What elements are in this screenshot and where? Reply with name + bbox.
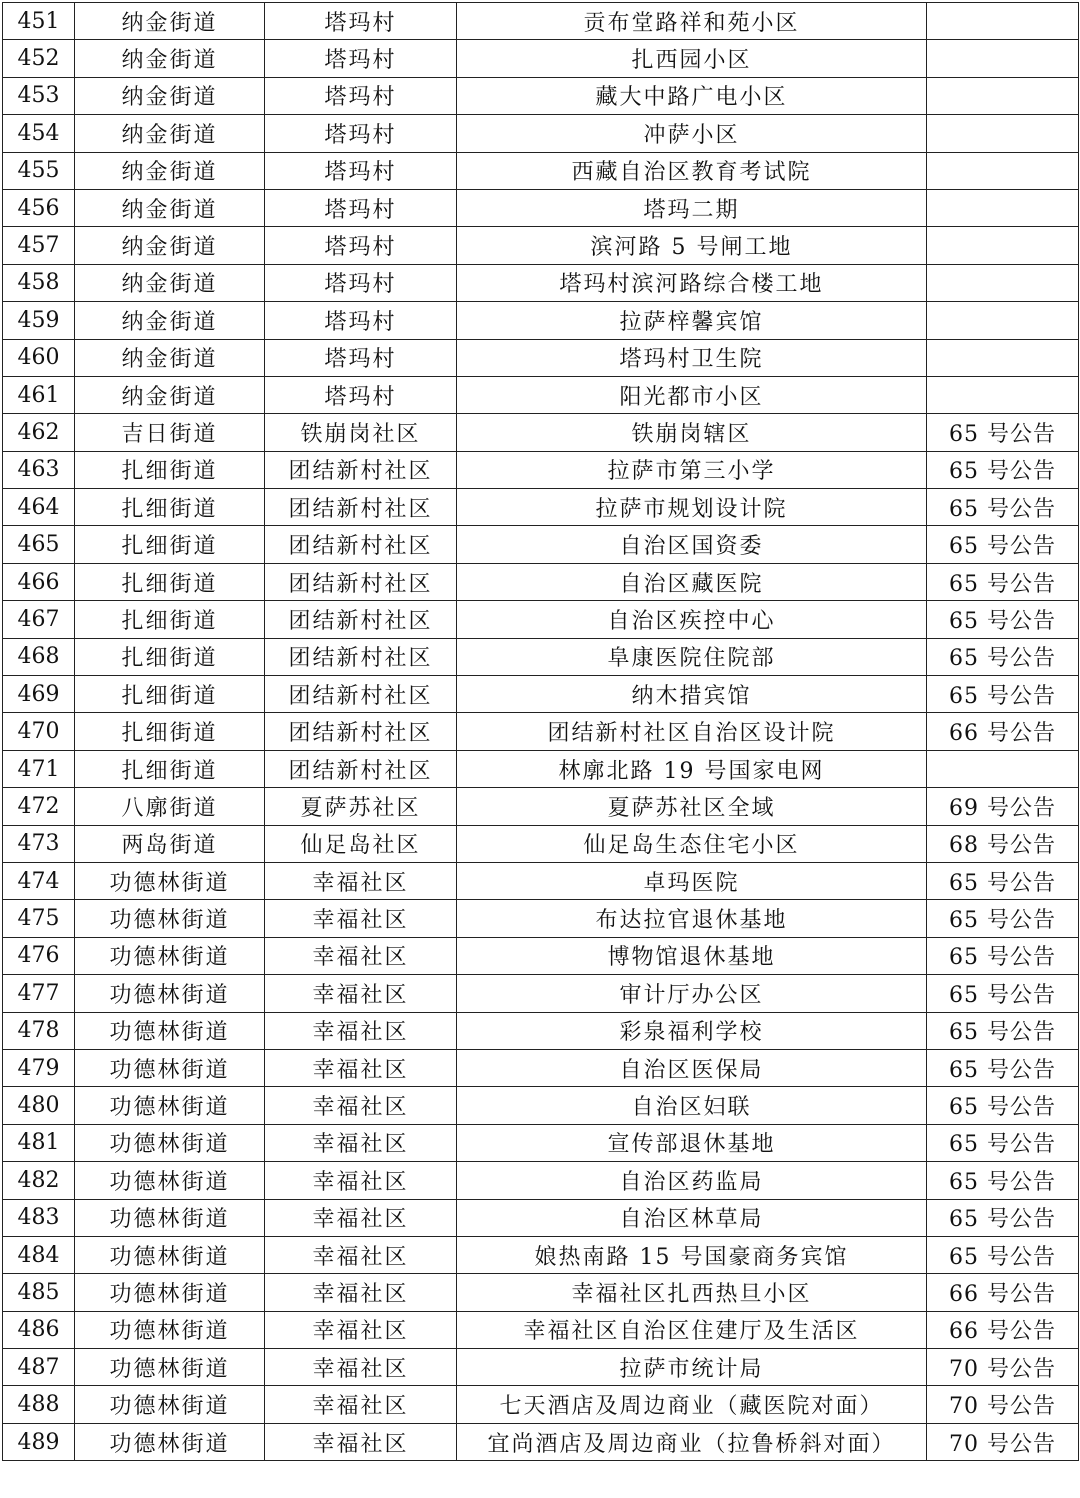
community-cell: 幸福社区 [265, 862, 457, 899]
community-cell: 团结新村社区 [265, 750, 457, 787]
notice-cell [927, 115, 1079, 152]
row-number-cell: 473 [3, 825, 75, 862]
table-row [3, 638, 1079, 675]
community-cell: 塔玛村 [265, 115, 457, 152]
notice-cell: 65 号公告 [927, 601, 1079, 638]
table-row [3, 1311, 1079, 1348]
location-cell: 阜康医院住院部 [457, 638, 927, 675]
row-number-cell: 485 [3, 1274, 75, 1311]
street-cell: 功德林街道 [75, 1274, 265, 1311]
notice-cell [927, 152, 1079, 189]
community-cell: 幸福社区 [265, 900, 457, 937]
street-cell: 扎细街道 [75, 563, 265, 600]
street-cell: 纳金街道 [75, 302, 265, 339]
location-cell: 布达拉官退休基地 [457, 900, 927, 937]
table-row [3, 713, 1079, 750]
table-row [3, 1199, 1079, 1236]
community-cell: 铁崩岗社区 [265, 414, 457, 451]
street-cell: 功德林街道 [75, 900, 265, 937]
row-number-cell: 463 [3, 451, 75, 488]
table-row [3, 3, 1079, 40]
street-cell: 扎细街道 [75, 489, 265, 526]
row-number-cell: 465 [3, 526, 75, 563]
location-cell: 审计厅办公区 [457, 975, 927, 1012]
location-cell: 藏大中路广电小区 [457, 77, 927, 114]
community-cell: 夏萨苏社区 [265, 788, 457, 825]
row-number-cell: 477 [3, 975, 75, 1012]
row-number-cell: 464 [3, 489, 75, 526]
table-row [3, 264, 1079, 301]
notice-cell: 65 号公告 [927, 1012, 1079, 1049]
table-row [3, 77, 1079, 114]
street-cell: 功德林街道 [75, 1236, 265, 1273]
street-cell: 纳金街道 [75, 115, 265, 152]
notice-cell: 65 号公告 [927, 563, 1079, 600]
location-cell: 林廓北路 19 号国家电网 [457, 750, 927, 787]
table-row [3, 1162, 1079, 1199]
row-number-cell: 466 [3, 563, 75, 600]
community-cell: 仙足岛社区 [265, 825, 457, 862]
table-row [3, 451, 1079, 488]
street-cell: 纳金街道 [75, 40, 265, 77]
notice-cell: 65 号公告 [927, 1124, 1079, 1161]
community-cell: 塔玛村 [265, 3, 457, 40]
location-cell: 夏萨苏社区全域 [457, 788, 927, 825]
notice-cell [927, 40, 1079, 77]
location-cell: 自治区疾控中心 [457, 601, 927, 638]
street-cell: 扎细街道 [75, 713, 265, 750]
location-cell: 塔玛村卫生院 [457, 339, 927, 376]
street-cell: 功德林街道 [75, 975, 265, 1012]
row-number-cell: 462 [3, 414, 75, 451]
table-row [3, 900, 1079, 937]
street-cell: 功德林街道 [75, 1162, 265, 1199]
notice-cell [927, 227, 1079, 264]
notice-cell: 65 号公告 [927, 900, 1079, 937]
notice-cell: 65 号公告 [927, 1236, 1079, 1273]
location-cell: 自治区林草局 [457, 1199, 927, 1236]
community-cell: 塔玛村 [265, 40, 457, 77]
location-cell: 塔玛二期 [457, 189, 927, 226]
table-row [3, 339, 1079, 376]
notice-cell: 70 号公告 [927, 1349, 1079, 1386]
row-number-cell: 471 [3, 750, 75, 787]
row-number-cell: 470 [3, 713, 75, 750]
row-number-cell: 475 [3, 900, 75, 937]
community-cell: 塔玛村 [265, 376, 457, 413]
row-number-cell: 487 [3, 1349, 75, 1386]
location-cell: 仙足岛生态住宅小区 [457, 825, 927, 862]
row-number-cell: 480 [3, 1087, 75, 1124]
row-number-cell: 469 [3, 676, 75, 713]
community-cell: 幸福社区 [265, 1349, 457, 1386]
table-row [3, 1236, 1079, 1273]
community-cell: 团结新村社区 [265, 713, 457, 750]
community-cell: 团结新村社区 [265, 526, 457, 563]
row-number-cell: 459 [3, 302, 75, 339]
location-cell: 幸福社区自治区住建厅及生活区 [457, 1311, 927, 1348]
community-cell: 塔玛村 [265, 302, 457, 339]
table-row [3, 750, 1079, 787]
row-number-cell: 457 [3, 227, 75, 264]
street-cell: 纳金街道 [75, 227, 265, 264]
location-cell: 西藏自治区教育考试院 [457, 152, 927, 189]
row-number-cell: 467 [3, 601, 75, 638]
notice-cell [927, 302, 1079, 339]
notice-cell: 66 号公告 [927, 1274, 1079, 1311]
community-cell: 塔玛村 [265, 264, 457, 301]
table-row [3, 1124, 1079, 1161]
community-cell: 塔玛村 [265, 189, 457, 226]
location-cell: 自治区医保局 [457, 1049, 927, 1086]
street-cell: 八廓街道 [75, 788, 265, 825]
street-cell: 吉日街道 [75, 414, 265, 451]
notice-cell [927, 376, 1079, 413]
location-cell: 塔玛村滨河路综合楼工地 [457, 264, 927, 301]
street-cell: 功德林街道 [75, 1423, 265, 1460]
notice-cell: 65 号公告 [927, 975, 1079, 1012]
location-cell: 自治区藏医院 [457, 563, 927, 600]
table-body [3, 3, 1079, 1461]
location-cell: 自治区妇联 [457, 1087, 927, 1124]
row-number-cell: 456 [3, 189, 75, 226]
street-cell: 功德林街道 [75, 1087, 265, 1124]
location-cell: 铁崩岗辖区 [457, 414, 927, 451]
row-number-cell: 452 [3, 40, 75, 77]
notice-cell: 65 号公告 [927, 1049, 1079, 1086]
street-cell: 功德林街道 [75, 1311, 265, 1348]
community-cell: 幸福社区 [265, 1124, 457, 1161]
row-number-cell: 488 [3, 1386, 75, 1423]
row-number-cell: 453 [3, 77, 75, 114]
notice-cell: 65 号公告 [927, 451, 1079, 488]
table-row [3, 1274, 1079, 1311]
community-cell: 幸福社区 [265, 1199, 457, 1236]
location-cell: 幸福社区扎西热旦小区 [457, 1274, 927, 1311]
table-row [3, 1423, 1079, 1460]
community-cell: 幸福社区 [265, 1386, 457, 1423]
table-row [3, 115, 1079, 152]
street-cell: 功德林街道 [75, 937, 265, 974]
location-cell: 卓玛医院 [457, 862, 927, 899]
community-cell: 塔玛村 [265, 339, 457, 376]
row-number-cell: 474 [3, 862, 75, 899]
location-cell: 拉萨市第三小学 [457, 451, 927, 488]
street-cell: 纳金街道 [75, 376, 265, 413]
row-number-cell: 461 [3, 376, 75, 413]
location-cell: 团结新村社区自治区设计院 [457, 713, 927, 750]
row-number-cell: 455 [3, 152, 75, 189]
community-cell: 幸福社区 [265, 937, 457, 974]
row-number-cell: 479 [3, 1049, 75, 1086]
row-number-cell: 478 [3, 1012, 75, 1049]
row-number-cell: 489 [3, 1423, 75, 1460]
street-cell: 纳金街道 [75, 264, 265, 301]
street-cell: 纳金街道 [75, 339, 265, 376]
notice-cell: 70 号公告 [927, 1423, 1079, 1460]
table-row [3, 189, 1079, 226]
notice-cell [927, 189, 1079, 226]
street-cell: 功德林街道 [75, 1049, 265, 1086]
location-cell: 自治区国资委 [457, 526, 927, 563]
community-cell: 幸福社区 [265, 975, 457, 1012]
notice-cell: 65 号公告 [927, 1162, 1079, 1199]
table-row [3, 825, 1079, 862]
notice-cell: 65 号公告 [927, 526, 1079, 563]
notice-cell: 69 号公告 [927, 788, 1079, 825]
location-cell: 宣传部退休基地 [457, 1124, 927, 1161]
table-row [3, 975, 1079, 1012]
community-cell: 团结新村社区 [265, 601, 457, 638]
notice-cell: 65 号公告 [927, 414, 1079, 451]
community-cell: 塔玛村 [265, 227, 457, 264]
table-row [3, 601, 1079, 638]
community-cell: 幸福社区 [265, 1012, 457, 1049]
community-cell: 团结新村社区 [265, 451, 457, 488]
table-row [3, 40, 1079, 77]
street-cell: 功德林街道 [75, 1199, 265, 1236]
street-cell: 扎细街道 [75, 676, 265, 713]
location-cell: 滨河路 5 号闸工地 [457, 227, 927, 264]
table-row [3, 862, 1079, 899]
notice-cell [927, 264, 1079, 301]
table-row [3, 937, 1079, 974]
street-cell: 功德林街道 [75, 1386, 265, 1423]
notice-cell: 65 号公告 [927, 489, 1079, 526]
street-cell: 功德林街道 [75, 862, 265, 899]
location-cell: 宜尚酒店及周边商业（拉鲁桥斜对面） [457, 1423, 927, 1460]
notice-cell [927, 77, 1079, 114]
community-cell: 幸福社区 [265, 1087, 457, 1124]
location-cell: 拉萨梓馨宾馆 [457, 302, 927, 339]
table-row [3, 1049, 1079, 1086]
row-number-cell: 486 [3, 1311, 75, 1348]
location-cell: 贡布堂路祥和苑小区 [457, 3, 927, 40]
location-cell: 纳木措宾馆 [457, 676, 927, 713]
street-cell: 扎细街道 [75, 750, 265, 787]
row-number-cell: 476 [3, 937, 75, 974]
location-cell: 扎西园小区 [457, 40, 927, 77]
community-cell: 团结新村社区 [265, 563, 457, 600]
notice-cell [927, 750, 1079, 787]
table-row [3, 414, 1079, 451]
street-cell: 两岛街道 [75, 825, 265, 862]
row-number-cell: 483 [3, 1199, 75, 1236]
table-row [3, 676, 1079, 713]
community-cell: 塔玛村 [265, 152, 457, 189]
row-number-cell: 468 [3, 638, 75, 675]
notice-cell: 66 号公告 [927, 713, 1079, 750]
row-number-cell: 482 [3, 1162, 75, 1199]
street-cell: 纳金街道 [75, 3, 265, 40]
location-cell: 冲萨小区 [457, 115, 927, 152]
row-number-cell: 451 [3, 3, 75, 40]
community-cell: 团结新村社区 [265, 638, 457, 675]
street-cell: 纳金街道 [75, 77, 265, 114]
community-cell: 幸福社区 [265, 1162, 457, 1199]
community-cell: 团结新村社区 [265, 489, 457, 526]
community-cell: 团结新村社区 [265, 676, 457, 713]
street-cell: 功德林街道 [75, 1012, 265, 1049]
street-cell: 功德林街道 [75, 1349, 265, 1386]
notice-cell: 65 号公告 [927, 676, 1079, 713]
location-cell: 阳光都市小区 [457, 376, 927, 413]
table-row [3, 1386, 1079, 1423]
location-cell: 七天酒店及周边商业（藏医院对面） [457, 1386, 927, 1423]
location-cell: 自治区药监局 [457, 1162, 927, 1199]
notice-cell: 65 号公告 [927, 1199, 1079, 1236]
table-row [3, 788, 1079, 825]
location-cell: 拉萨市规划设计院 [457, 489, 927, 526]
table-row [3, 152, 1079, 189]
location-cell: 彩泉福利学校 [457, 1012, 927, 1049]
street-cell: 扎细街道 [75, 451, 265, 488]
street-cell: 扎细街道 [75, 526, 265, 563]
table-row [3, 489, 1079, 526]
table-row [3, 526, 1079, 563]
notice-cell: 65 号公告 [927, 638, 1079, 675]
community-cell: 幸福社区 [265, 1311, 457, 1348]
row-number-cell: 472 [3, 788, 75, 825]
area-list-table [2, 2, 1079, 1461]
location-cell: 拉萨市统计局 [457, 1349, 927, 1386]
notice-cell: 70 号公告 [927, 1386, 1079, 1423]
row-number-cell: 454 [3, 115, 75, 152]
street-cell: 纳金街道 [75, 152, 265, 189]
row-number-cell: 458 [3, 264, 75, 301]
street-cell: 功德林街道 [75, 1124, 265, 1161]
notice-cell [927, 339, 1079, 376]
community-cell: 幸福社区 [265, 1049, 457, 1086]
row-number-cell: 484 [3, 1236, 75, 1273]
notice-cell [927, 3, 1079, 40]
notice-cell: 68 号公告 [927, 825, 1079, 862]
street-cell: 扎细街道 [75, 601, 265, 638]
community-cell: 塔玛村 [265, 77, 457, 114]
table-row [3, 227, 1079, 264]
table-row [3, 1087, 1079, 1124]
table-row [3, 1012, 1079, 1049]
notice-cell: 65 号公告 [927, 1087, 1079, 1124]
notice-cell: 65 号公告 [927, 862, 1079, 899]
location-cell: 娘热南路 15 号国豪商务宾馆 [457, 1236, 927, 1273]
row-number-cell: 460 [3, 339, 75, 376]
table-row [3, 1349, 1079, 1386]
table-row [3, 376, 1079, 413]
location-cell: 博物馆退休基地 [457, 937, 927, 974]
community-cell: 幸福社区 [265, 1236, 457, 1273]
notice-cell: 65 号公告 [927, 937, 1079, 974]
community-cell: 幸福社区 [265, 1274, 457, 1311]
notice-cell: 66 号公告 [927, 1311, 1079, 1348]
street-cell: 扎细街道 [75, 638, 265, 675]
community-cell: 幸福社区 [265, 1423, 457, 1460]
street-cell: 纳金街道 [75, 189, 265, 226]
row-number-cell: 481 [3, 1124, 75, 1161]
table-row [3, 302, 1079, 339]
table-row [3, 563, 1079, 600]
